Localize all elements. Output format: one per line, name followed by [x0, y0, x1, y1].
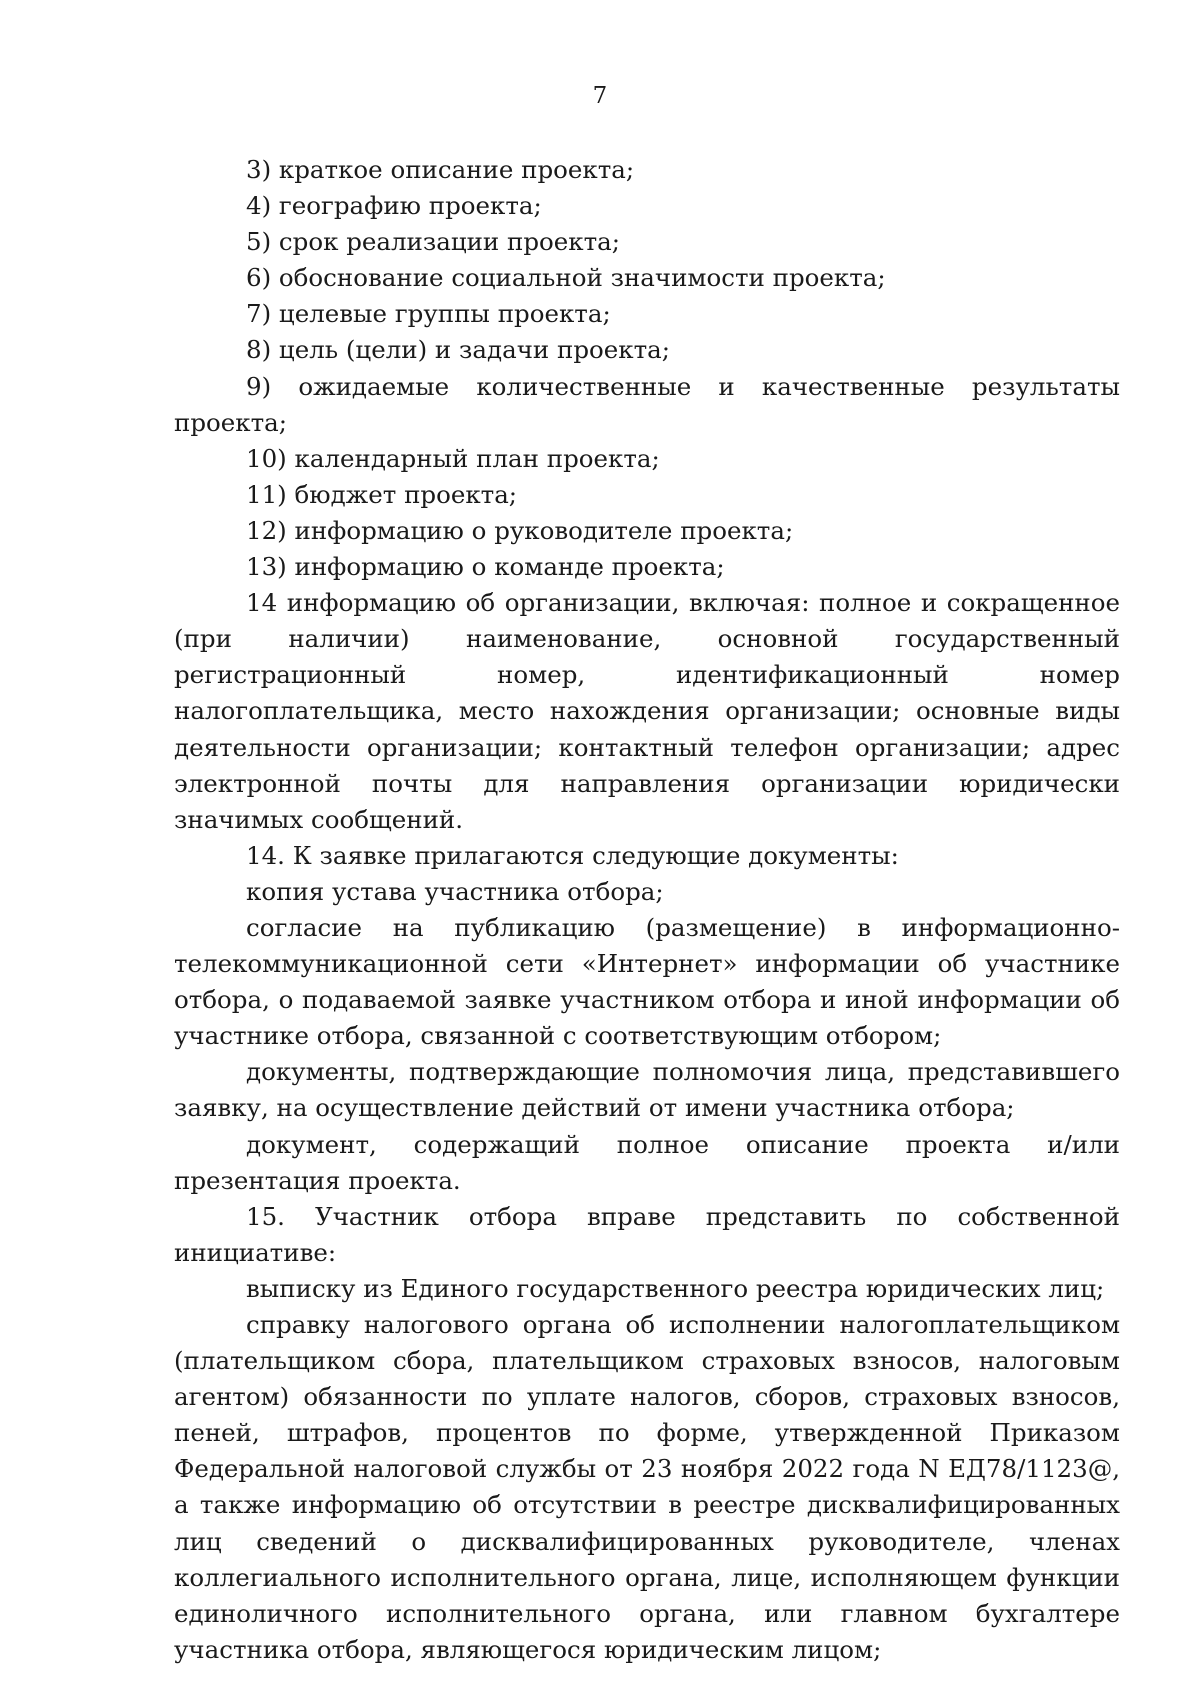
list-item-13: 13) информацию о команде проекта; — [246, 552, 725, 582]
document-registry-extract: выписку из Единого государственного реестра юридических лиц; — [246, 1273, 1105, 1303]
document-project-description: документ, содержащий полное описание проекта и/или презентация проекта. — [174, 1129, 1120, 1195]
section-14-heading: 14. К заявке прилагаются следующие документы: — [246, 840, 899, 870]
list-item-12: 12) информацию о руководителе проекта; — [246, 515, 794, 545]
list-item-11: 11) бюджет проекта; — [246, 479, 518, 509]
document-body — [174, 152, 1120, 1668]
list-item-14-organization-info: 14 информацию об организации, включая: полное и сокращенное (при наличии) наименование, основной государственный регистрационный номер, идентификационный номер налогоплательщика, место нахождения организации; основные виды деятельности организации; контактный телефон организации; адрес электронной почты для направления организации юридически значимых сообщений. — [174, 588, 1120, 834]
list-item-6: 6) обоснование социальной значимости проекта; — [246, 263, 886, 293]
list-item-10: 10) календарный план проекта; — [246, 443, 660, 473]
list-item-7: 7) целевые группы проекта; — [246, 299, 611, 329]
list-item-8: 8) цель (цели) и задачи проекта; — [246, 335, 671, 365]
list-item-9: 9) ожидаемые количественные и качественные результаты проекта; — [174, 371, 1120, 437]
document-tax-certificate: справку налогового органа об исполнении налогоплательщиком (плательщиком сбора, плательщиком страховых взносов, налоговым агентом) обязанности по уплате налогов, сборов, страховых взносов, пеней, штрафов, процентов по форме, утвержденной Приказом Федеральной налоговой службы от 23 ноября 2022 года N ЕД78/1123@, а также информацию об отсутствии в реестре дисквалифицированных лиц сведений о дисквалифицированных руководителе, членах коллегиального исполнительного органа, лице, исполняющем функции единоличного исполнительного органа, или главном бухгалтере участника отбора, являющегося юридическим лицом; — [174, 1310, 1120, 1664]
document-publication-consent: согласие на публикацию (размещение) в информационно-телекоммуникационной сети «Интернет» информации об участнике отбора, о подаваемой заявке участником отбора и иной информации об участнике отбора, связанной с соответствующим отбором; — [174, 912, 1120, 1051]
list-item-5: 5) срок реализации проекта; — [246, 227, 621, 257]
section-15-heading: 15. Участник отбора вправе представить по собственной инициативе: — [174, 1201, 1120, 1267]
document-charter-copy: копия устава участника отбора; — [246, 876, 664, 906]
page-number: 7 — [592, 83, 608, 109]
list-item-3: 3) краткое описание проекта; — [246, 155, 635, 184]
document-authority-proof: документы, подтверждающие полномочия лица, представившего заявку, на осуществление действий от имени участника отбора; — [174, 1057, 1120, 1123]
list-item-4: 4) географию проекта; — [246, 191, 542, 221]
